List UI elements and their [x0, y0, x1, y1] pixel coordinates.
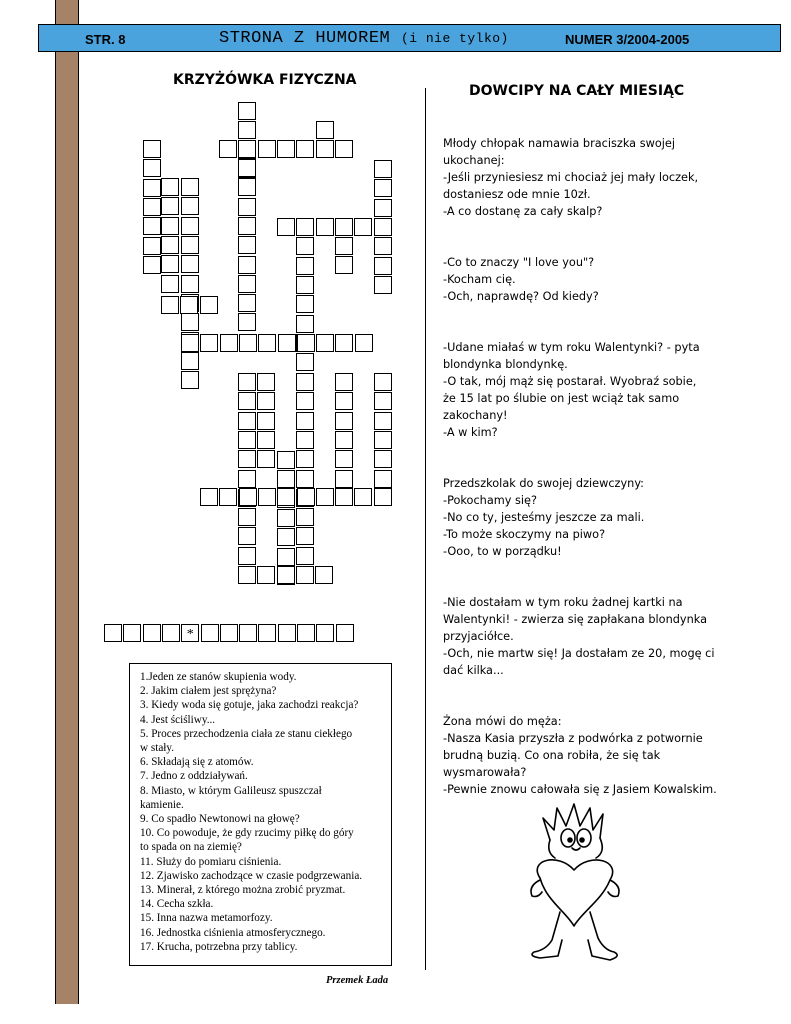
jokes-title: DOWCIPY NA CAŁY MIESIĄC: [469, 83, 685, 99]
crossword-cell[interactable]: [296, 315, 314, 333]
page-number: STR. 8: [85, 32, 126, 47]
answer-cell[interactable]: [278, 624, 296, 642]
section-title-main: STRONA Z HUMOREM: [219, 29, 391, 48]
crossword-cell[interactable]: [238, 412, 256, 430]
crossword-cell[interactable]: [181, 294, 199, 312]
crossword-cell[interactable]: [374, 450, 392, 468]
crossword-cell[interactable]: [143, 217, 161, 235]
joke-spacer: [443, 441, 743, 475]
joke-item: [443, 254, 743, 305]
crossword-cell[interactable]: [335, 450, 353, 468]
crossword-cell[interactable]: [238, 527, 256, 545]
crossword-cell[interactable]: [296, 566, 314, 584]
crossword-cell[interactable]: [296, 412, 314, 430]
crossword-cell[interactable]: [238, 508, 256, 526]
crossword-cell[interactable]: [374, 199, 392, 217]
crossword-cell[interactable]: [238, 160, 256, 178]
crossword-cell[interactable]: [238, 294, 256, 312]
crossword-cell[interactable]: [277, 509, 295, 527]
crossword-cell[interactable]: [316, 218, 334, 236]
crossword-cell[interactable]: [315, 566, 333, 584]
joke-line: -O tak, mój mąż się postarał. Wyobraź sobie,: [443, 375, 697, 388]
joke-line: -Udane miałaś w tym roku Walentynki? - pyta: [443, 341, 700, 354]
crossword-cell[interactable]: [277, 218, 295, 236]
crossword-cell[interactable]: [238, 470, 256, 488]
clue-line: 3. Kiedy woda się gotuje, jaka zachodzi reakcja?: [140, 699, 359, 712]
joke-spacer: [443, 560, 743, 594]
crossword-cell[interactable]: [161, 197, 179, 215]
crossword-cell[interactable]: [277, 566, 295, 584]
crossword-cell[interactable]: [296, 527, 314, 545]
joke-line: ukochanej:: [443, 154, 505, 167]
crossword-cell[interactable]: [181, 313, 199, 331]
crossword-cell[interactable]: [335, 140, 353, 158]
crossword-cell[interactable]: [258, 334, 276, 352]
crossword-cell[interactable]: [296, 140, 314, 158]
crossword-cell[interactable]: [296, 508, 314, 526]
crossword-cell[interactable]: [238, 450, 256, 468]
clue-line: 14. Cecha szkła.: [140, 898, 214, 911]
crossword-cell[interactable]: [374, 179, 392, 197]
crossword-cell[interactable]: [181, 178, 199, 196]
joke-spacer: [443, 679, 743, 713]
joke-item: [443, 594, 743, 679]
joke-line: -Co to znaczy "I love you"?: [443, 256, 595, 269]
clue-line: to spada on na ziemię?: [140, 841, 242, 854]
joke-line: że 15 lat po ślubie on jest wciąż tak samo: [443, 392, 680, 405]
crossword-cell[interactable]: [161, 178, 179, 196]
crossword-cell[interactable]: [335, 488, 353, 506]
crossword-cell[interactable]: [143, 159, 161, 177]
crossword-cell[interactable]: [238, 141, 256, 159]
column-divider: [425, 88, 426, 970]
clue-line: 4. Jest ściśliwy...: [140, 713, 216, 726]
crossword-cell[interactable]: [277, 490, 295, 508]
section-title: [219, 29, 509, 48]
crossword-cell[interactable]: [161, 255, 179, 273]
crossword-cell[interactable]: [238, 566, 256, 584]
crossword-cell[interactable]: [277, 548, 295, 566]
crossword-cell[interactable]: [200, 488, 218, 506]
crossword-cell[interactable]: [238, 547, 256, 565]
crossword-cell[interactable]: [355, 334, 373, 352]
joke-line: dać kilka...: [443, 664, 504, 677]
joke-line: dostaniesz ode mnie 10zł.: [443, 188, 591, 201]
crossword-cell[interactable]: [257, 392, 275, 410]
crossword-cell[interactable]: [238, 392, 256, 410]
answer-cell[interactable]: [258, 624, 276, 642]
clue-line: 16. Jednostka ciśnienia atmosferycznego.: [140, 926, 326, 939]
clue-line: 13. Minerał, z którego można zrobić pryzmat.: [140, 884, 346, 897]
crossword-cell[interactable]: [277, 488, 295, 506]
joke-spacer: [443, 305, 743, 339]
crossword-cell[interactable]: [374, 160, 392, 178]
crossword-cell[interactable]: [219, 488, 237, 506]
joke-line: -Ooo, to w porządku!: [443, 545, 562, 558]
crossword-cell[interactable]: [335, 237, 353, 255]
page-header: [38, 24, 781, 52]
crossword-cell[interactable]: [296, 257, 314, 275]
joke-line: -Nasza Kasia przyszła z podwórka z potwornie: [443, 732, 703, 745]
crossword-cell[interactable]: [277, 140, 295, 158]
crossword-cell[interactable]: [335, 334, 353, 352]
crossword-cell[interactable]: [143, 198, 161, 216]
crossword-cell[interactable]: [219, 140, 237, 158]
crossword-cell[interactable]: [181, 255, 199, 273]
joke-line: wysmarowała?: [443, 766, 527, 779]
answer-cell[interactable]: [104, 624, 122, 642]
clue-line: 9. Co spadło Newtonowi na głowę?: [140, 813, 300, 826]
joke-line: -Pewnie znowu całowała się z Jasiem Kowalskim.: [443, 783, 717, 796]
crossword-cell[interactable]: [335, 412, 353, 430]
crossword-clues: [129, 663, 392, 966]
joke-item: [443, 135, 743, 220]
crossword-cell[interactable]: [296, 353, 314, 371]
crossword-cell[interactable]: [296, 373, 314, 391]
answer-cell[interactable]: [336, 624, 354, 642]
crossword-cell[interactable]: [257, 450, 275, 468]
crossword-cell[interactable]: [238, 121, 256, 139]
crossword-cell[interactable]: [238, 102, 256, 120]
clue-line: 6. Składają się z atomów.: [140, 756, 254, 769]
crossword-cell[interactable]: [181, 352, 199, 370]
clue-line: 12. Zjawisko zachodzące w czasie podgrzewania.: [140, 869, 363, 882]
crossword-cell[interactable]: [296, 334, 314, 352]
answer-cell[interactable]: [220, 624, 238, 642]
clue-line: 11. Służy do pomiaru ciśnienia.: [140, 855, 282, 868]
crossword-cell[interactable]: [181, 217, 199, 235]
crossword-cell[interactable]: [316, 140, 334, 158]
clue-line: 8. Miasto, w którym Galileusz spuszczał: [140, 784, 322, 797]
joke-item: [443, 475, 743, 560]
crossword-cell[interactable]: [180, 296, 198, 314]
jokes-list: [443, 135, 743, 798]
crossword-cell[interactable]: [297, 334, 315, 352]
crossword-cell[interactable]: [335, 256, 353, 274]
joke-line: przyjaciółce.: [443, 630, 514, 643]
answer-cell[interactable]: [123, 624, 141, 642]
clue-line: 2. Jakim ciałem jest sprężyna?: [140, 685, 277, 698]
clue-line: kamienie.: [140, 798, 184, 811]
joke-line: -Och, naprawdę? Od kiedy?: [443, 290, 599, 303]
answer-cell[interactable]: [297, 624, 315, 642]
crossword-cell[interactable]: [143, 179, 161, 197]
crossword-cell[interactable]: [238, 178, 256, 196]
joke-line: -Och, nie martw się! Ja dostałam ze 20, mogę ci: [443, 647, 715, 660]
clue-line: 10. Co powoduje, że gdy rzucimy piłkę do góry: [140, 827, 354, 840]
joke-line: Młody chłopak namawia braciszka swojej: [443, 137, 675, 150]
answer-cell[interactable]: [143, 624, 161, 642]
joke-line: blondynka blondynkę.: [443, 358, 568, 371]
crossword-cell[interactable]: [161, 217, 179, 235]
crossword-cell[interactable]: [374, 470, 392, 488]
crossword-cell[interactable]: [354, 488, 372, 506]
crossword-cell[interactable]: [238, 373, 256, 391]
crossword-cell[interactable]: [238, 159, 256, 177]
crossword-cell[interactable]: [257, 566, 275, 584]
crossword-cell[interactable]: [278, 334, 296, 352]
crossword-cell[interactable]: [296, 276, 314, 294]
joke-line: Walentynki! - zwierza się zapłakana blondynka: [443, 613, 708, 626]
crossword-cell[interactable]: [277, 567, 295, 585]
answer-cell[interactable]: [162, 624, 180, 642]
crossword-cell[interactable]: [374, 276, 392, 294]
joke-line: -Jeśli przyniesiesz mi chociaż jej mały loczek,: [443, 171, 699, 184]
left-decorative-bar: [55, 0, 79, 1004]
joke-line: -No co ty, jesteśmy jeszcze za mali.: [443, 511, 645, 524]
crossword-cell[interactable]: [335, 470, 353, 488]
crossword-cell[interactable]: [296, 431, 314, 449]
crossword-cell[interactable]: [296, 218, 314, 236]
joke-item: [443, 339, 743, 441]
crossword-cell[interactable]: [296, 237, 314, 255]
crossword-cell[interactable]: [238, 431, 256, 449]
crossword-cell[interactable]: [257, 412, 275, 430]
crossword-cell[interactable]: [374, 412, 392, 430]
crossword-cell[interactable]: [374, 392, 392, 410]
crossword-cell[interactable]: [296, 547, 314, 565]
joke-line: Żona mówi do męża:: [443, 715, 562, 728]
clue-line: 7. Jedno z oddziaływań.: [140, 770, 248, 783]
crossword-cell[interactable]: [316, 121, 334, 139]
crossword-cell[interactable]: [374, 257, 392, 275]
crossword-cell[interactable]: [277, 470, 295, 488]
crossword-cell[interactable]: [257, 373, 275, 391]
crossword-cell[interactable]: [181, 371, 199, 389]
crossword-cell[interactable]: [316, 488, 334, 506]
crossword-cell[interactable]: [257, 431, 275, 449]
crossword-cell[interactable]: [374, 488, 392, 506]
clue-line: 5. Proces przechodzenia ciała ze stanu ciekłego: [140, 727, 353, 740]
crossword-cell[interactable]: [239, 488, 257, 506]
joke-line: brudną buzią. Co ona robiła, że się tak: [443, 749, 661, 762]
crossword-cell[interactable]: [181, 275, 199, 293]
crossword-cell[interactable]: [296, 470, 314, 488]
crossword-cell[interactable]: [354, 218, 372, 236]
crossword-cell[interactable]: [374, 218, 392, 236]
author-signature: Przemek Łada: [326, 975, 389, 986]
crossword-cell[interactable]: [335, 431, 353, 449]
joke-line: -To może skoczymy na piwo?: [443, 528, 606, 541]
crossword-title: KRZYŻÓWKA FIZYCZNA: [173, 72, 357, 88]
crossword-cell[interactable]: [220, 334, 238, 352]
crossword-cell[interactable]: [161, 275, 179, 293]
joke-line: -Nie dostałam w tym roku żadnej kartki na: [443, 596, 683, 609]
clue-line: 1.Jeden ze stanów skupienia wody.: [140, 671, 297, 683]
cartoon-heart-creature-icon: [510, 800, 640, 965]
crossword-cell[interactable]: [238, 198, 256, 216]
crossword-cell[interactable]: [316, 334, 334, 352]
crossword-cell[interactable]: [238, 217, 256, 235]
crossword-cell[interactable]: [181, 332, 199, 350]
section-subtitle: (i nie tylko): [400, 31, 509, 46]
joke-line: -Pokochamy się?: [443, 494, 537, 507]
joke-item: [443, 713, 743, 798]
clue-line: 17. Krucha, potrzebna przy tablicy.: [140, 940, 298, 953]
joke-line: -A co dostanę za cały skalp?: [443, 205, 603, 218]
joke-line: -Kocham cię.: [443, 273, 516, 286]
crossword-cell[interactable]: [335, 373, 353, 391]
crossword-cell[interactable]: [374, 237, 392, 255]
answer-cell[interactable]: [316, 624, 334, 642]
crossword-cell[interactable]: [161, 236, 179, 254]
crossword-cell[interactable]: [277, 451, 295, 469]
crossword-cell[interactable]: [335, 392, 353, 410]
crossword-cell[interactable]: [238, 489, 256, 507]
crossword-cell[interactable]: [335, 218, 353, 236]
crossword-cell[interactable]: [238, 236, 256, 254]
crossword-cell[interactable]: [238, 275, 256, 293]
crossword-cell[interactable]: [297, 488, 315, 506]
crossword-cell[interactable]: [181, 197, 199, 215]
answer-cell-marked[interactable]: *: [181, 624, 199, 642]
answer-cell[interactable]: [201, 624, 219, 642]
answer-cell[interactable]: [239, 624, 257, 642]
crossword-cell[interactable]: [239, 334, 257, 352]
crossword-cell[interactable]: [296, 450, 314, 468]
crossword-cell[interactable]: [181, 236, 199, 254]
clue-line: 15. Inna nazwa metamorfozy.: [140, 912, 273, 925]
clue-line: w stały.: [140, 742, 175, 755]
crossword-cell[interactable]: [374, 431, 392, 449]
crossword-cell[interactable]: [258, 488, 276, 506]
crossword-cell[interactable]: [143, 237, 161, 255]
crossword-cell[interactable]: [238, 256, 256, 274]
joke-line: -A w kim?: [443, 426, 498, 439]
issue-number: NUMER 3/2004-2005: [565, 32, 690, 47]
crossword-cell[interactable]: [296, 295, 314, 313]
crossword-cell[interactable]: [238, 313, 256, 331]
joke-line: zakochany!: [443, 409, 508, 422]
crossword-cell[interactable]: [258, 140, 276, 158]
crossword-cell[interactable]: [181, 334, 199, 352]
crossword-cell[interactable]: [277, 528, 295, 546]
joke-line: Przedszkolak do swojej dziewczyny:: [443, 477, 644, 490]
crossword-cell[interactable]: [200, 296, 218, 314]
crossword-cell[interactable]: [374, 373, 392, 391]
crossword-cell[interactable]: [296, 392, 314, 410]
joke-spacer: [443, 220, 743, 254]
crossword-cell[interactable]: [143, 256, 161, 274]
crossword-cell[interactable]: [143, 140, 161, 158]
crossword-cell[interactable]: [200, 334, 218, 352]
crossword-cell[interactable]: [161, 296, 179, 314]
crossword-cell[interactable]: [296, 489, 314, 507]
crossword-cell[interactable]: [238, 140, 256, 158]
